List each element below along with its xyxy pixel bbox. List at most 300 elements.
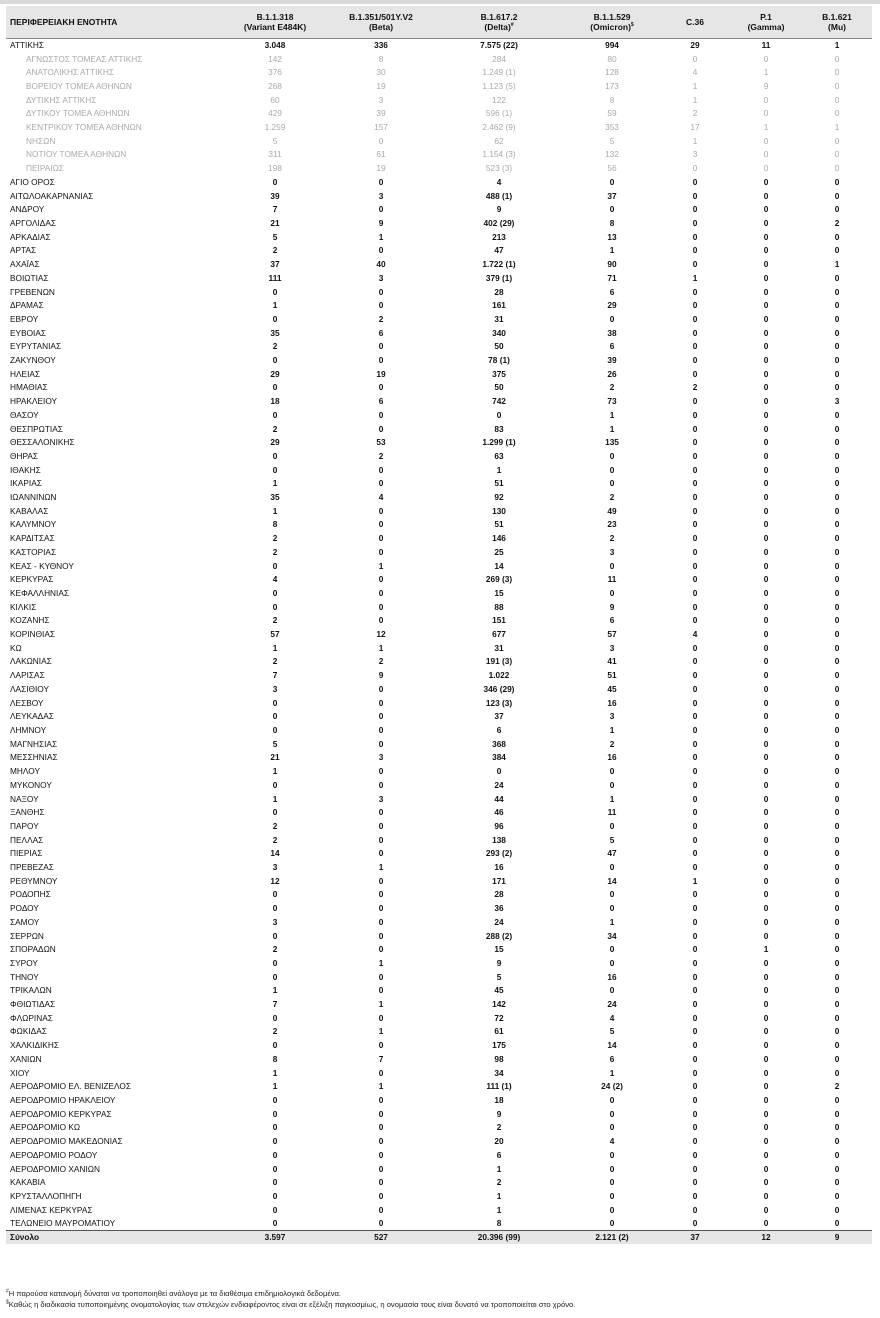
value-cell: 0 <box>692 1081 698 1092</box>
value-cell: 0 <box>692 464 698 475</box>
value-cell: 0 <box>692 190 698 201</box>
value-cell: 9 <box>609 601 615 612</box>
value-cell: 78 (1) <box>488 355 510 366</box>
value-cell: 0 <box>763 725 769 735</box>
value-cell: 1 <box>496 1190 502 1201</box>
region-name: ΒΟΙΩΤΙΑΣ <box>10 272 49 283</box>
value-cell: 11 <box>730 38 802 52</box>
value-cell: 45 <box>607 683 617 694</box>
table-row <box>6 1203 872 1217</box>
value-cell: 0 <box>692 245 698 256</box>
footnote-mark: $ <box>6 1299 9 1306</box>
value-cell: 0 <box>834 601 840 612</box>
value-cell: 0 <box>834 752 840 763</box>
region-name: ΛΑΣΙΘΙΟΥ <box>10 683 49 694</box>
value-cell: 2 <box>609 382 615 393</box>
region-name: ΑΕΡΟΔΡΟΜΙΟ ΚΕΡΚΥΡΑΣ <box>10 1108 112 1119</box>
value-cell: 0 <box>763 862 769 873</box>
region-name: ΚΑΚΑΒΙΑ <box>10 1177 46 1188</box>
total-row <box>6 1230 872 1244</box>
value-cell: 0 <box>609 766 615 777</box>
value-cell: 29 <box>660 38 730 52</box>
value-cell: 0 <box>692 286 698 297</box>
value-cell: 402 (29) <box>483 217 515 228</box>
header-line2 <box>730 22 802 32</box>
value-cell: 0 <box>272 971 278 982</box>
value-cell: 994 <box>564 38 660 52</box>
value-cell: 0 <box>692 396 698 407</box>
value-cell: 37 <box>270 259 280 270</box>
table-row <box>6 202 872 216</box>
value-cell: 0 <box>834 1067 840 1078</box>
region-name: ΦΘΙΩΤΙΔΑΣ <box>10 999 56 1010</box>
value-cell: 2 <box>609 492 615 503</box>
value-cell: 7 <box>272 670 278 681</box>
value-cell: 268 <box>268 80 282 91</box>
value-cell: 0 <box>763 1012 769 1023</box>
region-name: ΠΙΕΡΙΑΣ <box>10 848 43 859</box>
value-cell: 1 <box>378 1081 384 1092</box>
value-cell: 0 <box>692 1067 698 1078</box>
table-row <box>6 408 872 422</box>
value-cell: 0 <box>763 135 769 146</box>
value-cell: 37 <box>660 1230 730 1244</box>
value-cell: 0 <box>272 725 278 735</box>
value-cell: 0 <box>834 190 840 201</box>
table-row <box>6 723 872 737</box>
value-cell: 0 <box>378 930 384 941</box>
value-cell: 0 <box>834 437 840 448</box>
value-cell: 28 <box>494 286 504 297</box>
value-cell: 0 <box>272 355 278 366</box>
value-cell: 0 <box>272 382 278 393</box>
region-name: ΕΒΡΟΥ <box>10 313 39 324</box>
header-line1: B.1.351/501Y.V2 <box>349 11 413 22</box>
value-cell: 0 <box>763 1026 769 1037</box>
value-cell: 0 <box>763 629 769 640</box>
value-cell: 0 <box>378 423 384 434</box>
table-row <box>6 614 872 628</box>
value-cell: 0 <box>692 176 698 187</box>
value-cell: 6 <box>378 327 384 338</box>
value-cell: 8 <box>272 519 278 530</box>
value-cell: 0 <box>378 889 384 900</box>
value-cell: 213 <box>492 231 506 242</box>
value-cell: 0 <box>763 807 769 818</box>
value-cell: 2 <box>496 1122 502 1133</box>
value-cell: 0 <box>272 1012 278 1023</box>
value-cell: 2 <box>272 656 278 667</box>
value-cell: 0 <box>609 889 615 900</box>
value-cell: 157 <box>374 122 388 133</box>
value-cell: 1 <box>609 245 615 256</box>
table-row <box>6 175 872 189</box>
value-cell: 0 <box>692 355 698 366</box>
table-row <box>6 956 872 970</box>
region-name: ΑΕΡΟΔΡΟΜΙΟ ΡΟΔΟΥ <box>10 1149 98 1160</box>
value-cell: 0 <box>763 492 769 503</box>
value-cell: 288 (2) <box>485 930 513 941</box>
value-cell: 6 <box>496 1149 502 1160</box>
value-cell: 0 <box>834 807 840 818</box>
value-cell: 0 <box>272 1149 278 1160</box>
table-row <box>6 1011 872 1025</box>
region-name: ΘΑΣΟΥ <box>10 409 39 420</box>
table-row <box>6 874 872 888</box>
region-name: ΘΗΡΑΣ <box>10 450 39 461</box>
value-cell: 73 <box>607 396 617 407</box>
value-cell: 293 (2) <box>485 848 513 859</box>
value-cell: 0 <box>763 94 769 105</box>
table-row <box>6 572 872 586</box>
value-cell: 0 <box>272 587 278 598</box>
header-line2 <box>222 22 328 32</box>
value-cell: 5 <box>272 738 278 749</box>
header-line1: C.36 <box>686 16 704 27</box>
header-row <box>6 6 872 38</box>
table-row <box>6 1038 872 1052</box>
region-name: ΓΡΕΒΕΝΩΝ <box>10 286 55 297</box>
table-row <box>6 1121 872 1135</box>
value-cell: 0 <box>763 670 769 681</box>
value-cell: 0 <box>378 341 384 352</box>
value-cell: 0 <box>609 176 615 187</box>
column-header-variant <box>222 6 328 38</box>
table-row <box>6 901 872 915</box>
value-cell: 0 <box>692 889 698 900</box>
value-cell: 51 <box>494 519 504 530</box>
value-cell: 0 <box>378 903 384 914</box>
value-cell: 0 <box>378 875 384 886</box>
value-cell: 0 <box>378 725 384 735</box>
value-cell: 0 <box>692 944 698 955</box>
value-cell: 34 <box>607 930 617 941</box>
value-cell: 0 <box>763 930 769 941</box>
value-cell: 0 <box>609 944 615 955</box>
value-cell: 0 <box>834 971 840 982</box>
value-cell: 12 <box>730 1230 802 1244</box>
value-cell: 28 <box>494 889 504 900</box>
table-row <box>6 1134 872 1148</box>
value-cell: 0 <box>378 1149 384 1160</box>
value-cell: 0 <box>272 1190 278 1201</box>
value-cell: 0 <box>834 1218 840 1229</box>
table-row <box>6 627 872 641</box>
value-cell: 0 <box>834 1190 840 1201</box>
table-row <box>6 518 872 532</box>
value-cell: 1.022 <box>488 670 510 681</box>
table-row <box>6 805 872 819</box>
value-cell: 0 <box>378 1218 384 1229</box>
value-cell: 9 <box>496 204 502 215</box>
table-row <box>6 668 872 682</box>
value-cell: 3 <box>378 793 384 804</box>
value-cell: 18 <box>494 1094 504 1105</box>
value-cell: 0 <box>834 1094 840 1105</box>
value-cell: 1 <box>378 1026 384 1037</box>
value-cell: 0 <box>692 1204 698 1215</box>
value-cell: 0 <box>692 1040 698 1051</box>
value-cell: 2 <box>272 1026 278 1037</box>
value-cell: 2 <box>609 533 615 544</box>
value-cell: 0 <box>834 409 840 420</box>
value-cell: 11 <box>607 574 617 585</box>
region-name: ΕΥΡΥΤΑΝΙΑΣ <box>10 341 62 352</box>
value-cell: 0 <box>692 1026 698 1037</box>
value-cell: 5 <box>272 135 278 146</box>
value-cell: 0 <box>834 1108 840 1119</box>
value-cell: 4 <box>609 1012 615 1023</box>
table-row <box>6 353 872 367</box>
value-cell: 1 <box>272 642 278 653</box>
value-cell: 98 <box>494 1053 504 1064</box>
value-cell: 0 <box>763 601 769 612</box>
footnote-mark: # <box>6 1288 9 1295</box>
table-row <box>6 1175 872 1189</box>
value-cell: 523 (3) <box>485 163 513 174</box>
value-cell: 0 <box>763 834 769 845</box>
value-cell: 0 <box>763 1149 769 1160</box>
table-row <box>6 696 872 710</box>
value-cell: 1 <box>378 642 384 653</box>
value-cell: 0 <box>609 1149 615 1160</box>
value-cell: 1.154 (3) <box>482 149 516 160</box>
value-cell: 0 <box>763 587 769 598</box>
region-name: ΚΑΣΤΟΡΙΑΣ <box>10 546 57 557</box>
region-name: ΔΥΤΙΚΟΥ ΤΟΜΕΑ ΑΘΗΝΩΝ <box>26 108 130 119</box>
value-cell: 0 <box>378 176 384 187</box>
value-cell: 7.575 (22) <box>434 38 564 52</box>
header-line2-text: (Mu) <box>828 21 846 32</box>
value-cell: 0 <box>763 300 769 311</box>
column-header-variant <box>660 6 730 38</box>
value-cell: 0 <box>692 300 698 311</box>
value-cell: 2 <box>378 450 384 461</box>
value-cell: 46 <box>494 807 504 818</box>
value-cell: 0 <box>834 711 840 722</box>
value-cell: 9 <box>378 670 384 681</box>
value-cell: 0 <box>834 135 840 146</box>
value-cell: 0 <box>834 368 840 379</box>
value-cell: 9 <box>378 217 384 228</box>
value-cell: 0 <box>763 560 769 571</box>
value-cell: 123 (3) <box>485 697 513 708</box>
value-cell: 16 <box>494 862 504 873</box>
value-cell: 0 <box>834 245 840 256</box>
value-cell: 0 <box>834 1012 840 1023</box>
value-cell: 0 <box>763 437 769 448</box>
table-row <box>6 846 872 860</box>
value-cell: 0 <box>609 450 615 461</box>
value-cell: 83 <box>494 423 504 434</box>
value-cell: 1 <box>609 1067 615 1078</box>
value-cell: 0 <box>609 560 615 571</box>
value-cell: 0 <box>834 80 840 91</box>
value-cell: 5 <box>496 971 502 982</box>
value-cell: 0 <box>692 437 698 448</box>
value-cell: 173 <box>605 80 619 91</box>
value-cell: 3 <box>378 752 384 763</box>
value-cell: 0 <box>692 916 698 927</box>
value-cell: 0 <box>272 779 278 790</box>
value-cell: 3 <box>378 272 384 283</box>
region-name: ΚΡΥΣΤΑΛΛΟΠΗΓΗ <box>10 1190 82 1201</box>
value-cell: 29 <box>607 300 617 311</box>
value-cell: 0 <box>834 957 840 968</box>
value-cell: 16 <box>607 971 617 982</box>
value-cell: 31 <box>494 642 504 653</box>
value-cell: 90 <box>607 259 617 270</box>
value-cell: 0 <box>834 1204 840 1215</box>
region-name: ΑΝΑΤΟΛΙΚΗΣ ΑΤΤΙΚΗΣ <box>26 67 115 78</box>
value-cell: 24 <box>494 916 504 927</box>
value-cell: 24 (2) <box>601 1081 623 1092</box>
region-name: ΤΡΙΚΑΛΩΝ <box>10 985 52 996</box>
value-cell: 1 <box>609 725 615 735</box>
value-cell: 0 <box>834 327 840 338</box>
value-cell: 0 <box>378 204 384 215</box>
value-cell: 0 <box>834 889 840 900</box>
value-cell: 50 <box>494 341 504 352</box>
table-row <box>6 819 872 833</box>
footnote-mark: $ <box>630 21 634 28</box>
value-cell: 0 <box>763 656 769 667</box>
region-name: ΚΑΡΔΙΤΣΑΣ <box>10 533 55 544</box>
column-header-variant <box>434 6 564 38</box>
value-cell: 336 <box>328 38 434 52</box>
value-cell: 39 <box>607 355 617 366</box>
value-cell: 2 <box>496 1177 502 1188</box>
value-cell: 0 <box>609 1218 615 1229</box>
value-cell: 0 <box>834 149 840 160</box>
value-cell: 677 <box>492 629 506 640</box>
table-row <box>6 1216 872 1230</box>
value-cell: 0 <box>763 231 769 242</box>
value-cell: 2 <box>834 217 840 228</box>
value-cell: 0 <box>834 1136 840 1147</box>
value-cell: 0 <box>692 327 698 338</box>
table-row <box>6 134 872 148</box>
region-name: ΑΕΡΟΔΡΟΜΙΟ ΚΩ <box>10 1122 81 1133</box>
value-cell: 0 <box>834 738 840 749</box>
value-cell: 0 <box>763 1218 769 1229</box>
value-cell: 0 <box>692 779 698 790</box>
value-cell: 44 <box>494 793 504 804</box>
value-cell: 0 <box>763 985 769 996</box>
value-cell: 6 <box>609 286 615 297</box>
value-cell: 0 <box>834 272 840 283</box>
table-row <box>6 709 872 723</box>
value-cell: 1.299 (1) <box>482 437 516 448</box>
value-cell: 0 <box>834 930 840 941</box>
value-cell: 12 <box>270 875 280 886</box>
table-row <box>6 1052 872 1066</box>
value-cell: 29 <box>270 368 280 379</box>
value-cell: 1 <box>378 231 384 242</box>
table-row <box>6 586 872 600</box>
footnote-2 <box>6 1299 872 1310</box>
value-cell: 0 <box>763 286 769 297</box>
value-cell: 6 <box>496 725 502 735</box>
value-cell: 0 <box>378 711 384 722</box>
value-cell: 1 <box>763 122 769 133</box>
table-row <box>6 792 872 806</box>
region-name: ΦΛΩΡΙΝΑΣ <box>10 1012 53 1023</box>
value-cell: 0 <box>763 903 769 914</box>
value-cell: 0 <box>272 889 278 900</box>
value-cell: 0 <box>692 1218 698 1229</box>
region-name: ΑΕΡΟΔΡΟΜΙΟ ΕΛ. ΒΕΝΙΖΕΛΟΣ <box>10 1081 131 1092</box>
value-cell: 0 <box>692 1149 698 1160</box>
value-cell: 61 <box>376 149 386 160</box>
value-cell: 0 <box>763 875 769 886</box>
value-cell: 0 <box>834 1122 840 1133</box>
region-name: ΧΑΛΚΙΔΙΚΗΣ <box>10 1040 59 1051</box>
value-cell: 0 <box>763 574 769 585</box>
value-cell: 39 <box>376 108 386 119</box>
value-cell: 0 <box>692 519 698 530</box>
value-cell: 34 <box>494 1067 504 1078</box>
value-cell: 0 <box>609 903 615 914</box>
region-name: ΗΛΕΙΑΣ <box>10 368 41 379</box>
value-cell: 0 <box>692 450 698 461</box>
value-cell: 2 <box>272 834 278 845</box>
value-cell: 18 <box>270 396 280 407</box>
value-cell: 0 <box>692 1177 698 1188</box>
value-cell: 0 <box>834 683 840 694</box>
value-cell: 198 <box>268 163 282 174</box>
value-cell: 0 <box>378 464 384 475</box>
value-cell: 3 <box>692 149 698 160</box>
region-name: ΑΡΓΟΛΙΔΑΣ <box>10 217 56 228</box>
value-cell: 1 <box>496 1204 502 1215</box>
region-name: ΑΧΑΪΑΣ <box>10 259 40 270</box>
value-cell: 0 <box>834 176 840 187</box>
value-cell: 0 <box>692 985 698 996</box>
value-cell: 0 <box>692 820 698 831</box>
value-cell: 0 <box>378 135 384 146</box>
value-cell: 5 <box>609 834 615 845</box>
value-cell: 23 <box>607 519 617 530</box>
region-name: ΛΗΜΝΟΥ <box>10 725 47 735</box>
value-cell: 1 <box>272 505 278 516</box>
value-cell: 0 <box>609 313 615 324</box>
value-cell: 0 <box>834 341 840 352</box>
table-row <box>6 600 872 614</box>
value-cell: 4 <box>692 67 698 78</box>
header-line2-text: (Variant E484K) <box>243 21 307 32</box>
region-name: ΑΕΡΟΔΡΟΜΙΟ ΗΡΑΚΛΕΙΟΥ <box>10 1094 116 1105</box>
value-cell: 62 <box>494 135 504 146</box>
table-row <box>6 531 872 545</box>
value-cell: 8 <box>609 217 615 228</box>
region-name: ΧΙΟΥ <box>10 1067 30 1078</box>
region-name: ΚΟΖΑΝΗΣ <box>10 615 50 626</box>
table-row <box>6 545 872 559</box>
region-name: ΑΕΡΟΔΡΟΜΙΟ ΜΑΚΕΔΟΝΙΑΣ <box>10 1136 123 1147</box>
value-cell: 63 <box>494 450 504 461</box>
value-cell: 8 <box>609 94 615 105</box>
table-row <box>6 1093 872 1107</box>
value-cell: 0 <box>763 971 769 982</box>
value-cell: 0 <box>834 53 840 64</box>
region-name: ΣΠΟΡΑΔΩΝ <box>10 944 56 955</box>
value-cell: 128 <box>605 67 619 78</box>
value-cell: 0 <box>834 231 840 242</box>
value-cell: 0 <box>272 601 278 612</box>
value-cell: 0 <box>272 1108 278 1119</box>
value-cell: 1.259 <box>264 122 286 133</box>
